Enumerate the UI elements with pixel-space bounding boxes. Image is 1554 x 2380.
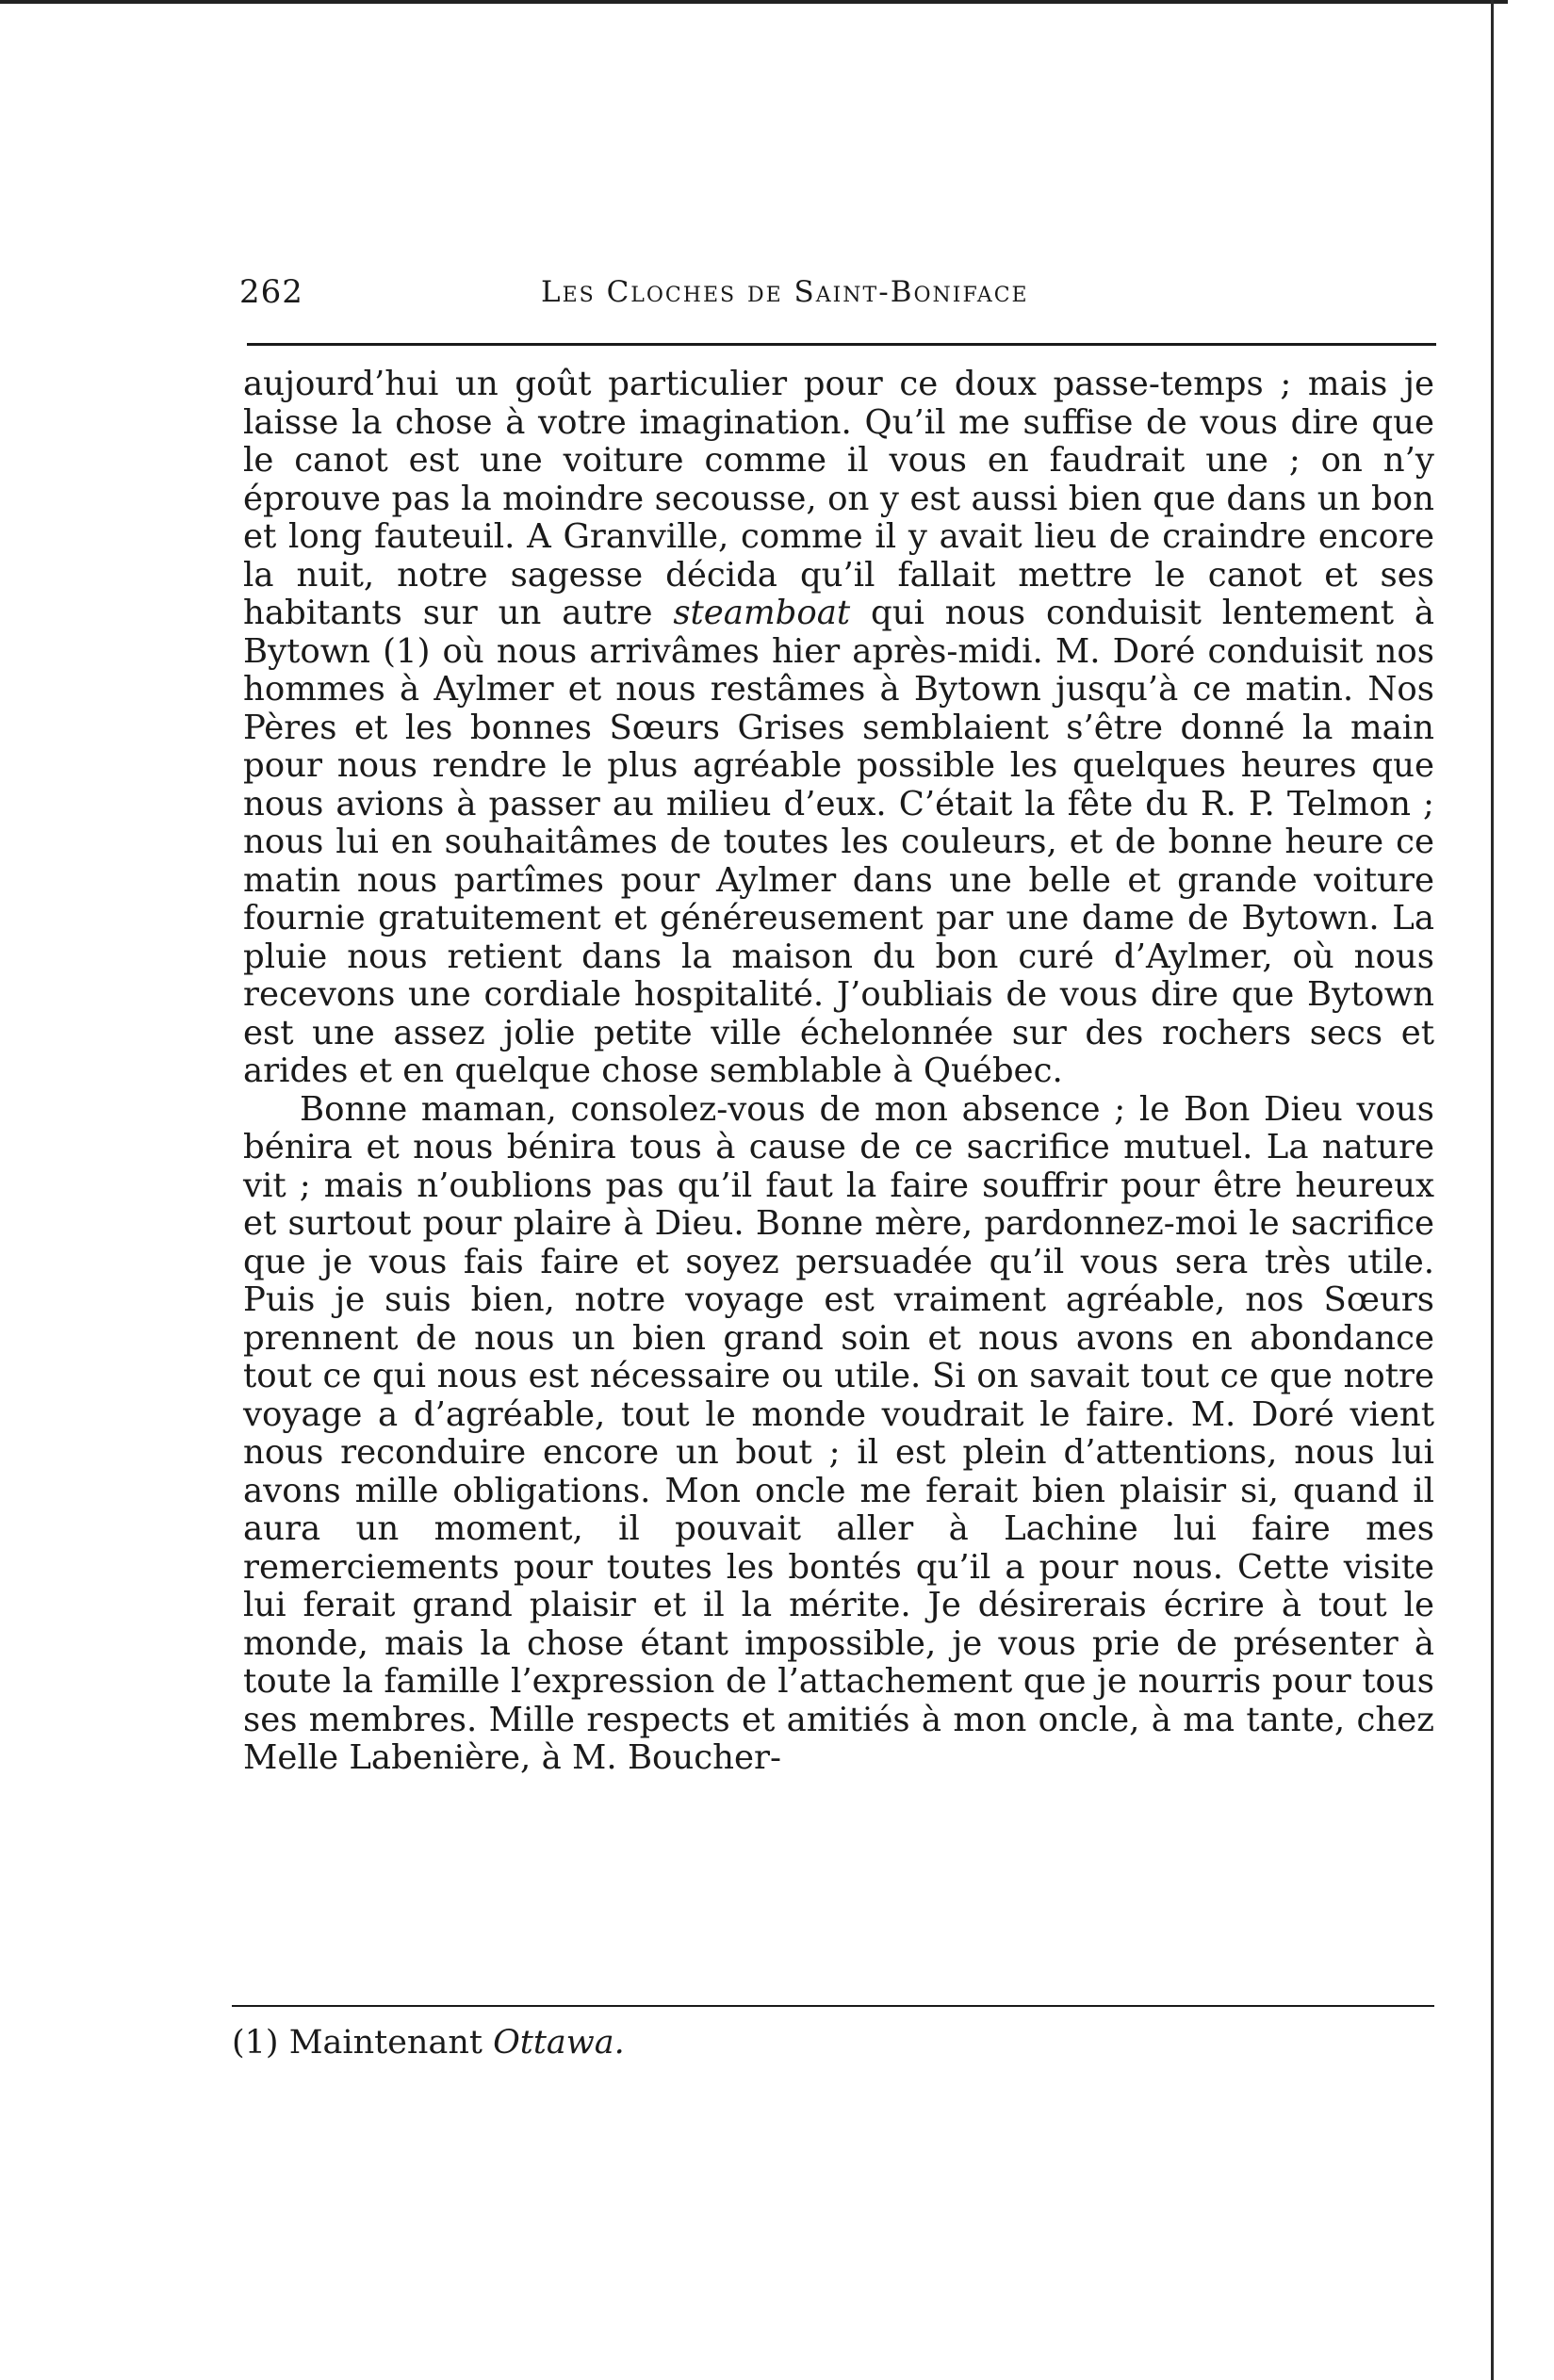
footnote-italic: Ottawa.: [493, 2024, 625, 2062]
paragraph-1: [243, 366, 1434, 1091]
body-text: [243, 366, 1434, 1948]
footnote: [232, 2024, 625, 2062]
paragraph-1-part-2: qui nous conduisit lentement à Bytown (1) où nous arrivâmes hier après-midi. M. Doré conduisit nos hommes à Aylmer et nous restâmes à Bytown jusqu’à ce matin. Nos Pères et les bonnes Sœurs Grises semblaient s’être donné la main pour nous rendre le plus agréable possible les quelques heures que nous avions à passer au milieu d’eux. C’était la fête du R. P. Telmon ; nous lui en souhaitâmes de toutes les couleurs, et de bonne heure ce matin nous partîmes pour Aylmer dans une belle et grande voiture fournie gratuitement et généreusement par une dame de Bytown. La pluie nous retient dans la maison du bon curé d’Aylmer, où nous recevons une cordiale hospitalité. J’oubliais de vous dire que Bytown est une assez jolie petite ville échelonnée sur des rochers secs et arides et en quelque chose semblable à Québec.: [243, 594, 1435, 1090]
running-title: Les Cloches de Saint-Boniface: [541, 275, 1029, 309]
page-edge-line: [1491, 0, 1494, 2380]
top-edge-rule: [0, 0, 1508, 4]
steamboat-italic: steamboat: [673, 594, 851, 632]
footnote-rule: [232, 2005, 1434, 2007]
paragraph-1-part-1: aujourd’hui un goût particulier pour ce doux passe-temps ; mais je laisse la chose à votre imagination. Qu’il me suffise de vous dire que le canot est une voiture comme il vous en faudrait une ; on n’y éprouve pas la moindre secousse, on y est aussi bien que dans un bon et long fauteuil. A Granville, comme il y avait lieu de craindre encore la nuit, notre sagesse décida qu’il fallait mettre le canot et ses habitants sur un autre: [243, 365, 1434, 632]
running-head: [239, 273, 1436, 320]
paragraph-2: Bonne maman, consolez-vous de mon absence ; le Bon Dieu vous bénira et nous bénira tous à cause de ce sacrifice mutuel. La nature vit ; mais n’oublions pas qu’il faut la faire souffrir pour être heureux et surtout pour plaire à Dieu. Bonne mère, pardonnez-moi le sacrifice que je vous fais faire et soyez persuadée qu’il vous sera très utile. Puis je suis bien, notre voyage est vraiment agréable, nos Sœurs prennent de nous un bien grand soin et nous avons en abondance tout ce qui nous est nécessaire ou utile. Si on savait tout ce que notre voyage a d’agréable, tout le monde voudrait le faire. M. Doré vient nous reconduire encore un bout ; il est plein d’attentions, nous lui avons mille obligations. Mon oncle me ferait bien plaisir si, quand il aura un moment, il pouvait aller à Lachine lui faire mes remerciements pour toutes les bontés qu’il a pour nous. Cette visite lui ferait grand plaisir et il la mérite. Je désirerais écrire à tout le monde, mais la chose étant impossible, je vous prie de présenter à toute la famille l’expression de l’attachement que je nourris pour tous ses membres. Mille respects et amitiés à mon oncle, à ma tante, chez Melle Labenière, à M. Boucher-: [243, 1089, 1434, 1777]
header-rule: [247, 343, 1436, 346]
page-number: 262: [239, 273, 303, 311]
footnote-marker: (1) Maintenant: [232, 2024, 494, 2062]
